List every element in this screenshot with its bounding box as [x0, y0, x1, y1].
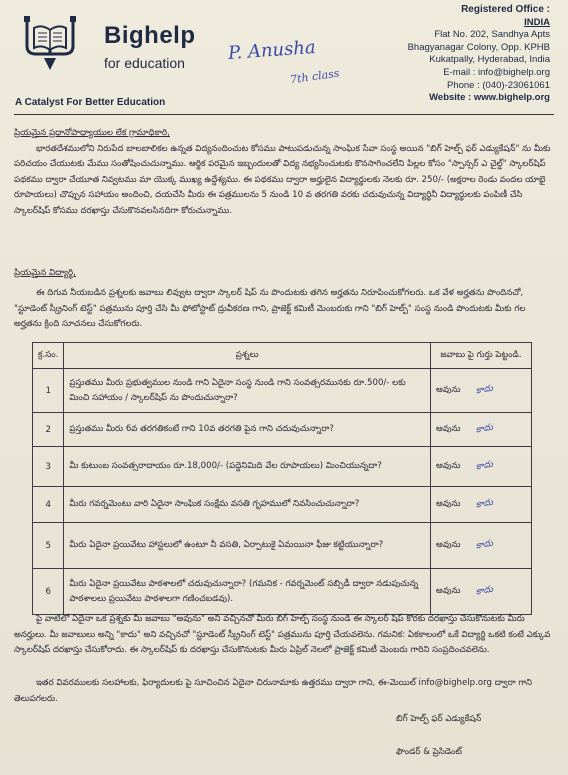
address-block	[330, 4, 550, 105]
handwritten-class: 7th class	[289, 66, 341, 87]
answer-yes[interactable]: అవును	[436, 384, 461, 395]
row-number: 4	[33, 487, 64, 523]
question-text: ప్రస్తుతము మీరు ప్రభుత్వముల నుండి గాని ఏదైనా సంస్థ నుండి గాని సంవత్సరమునకు రూ.500/- లకు మించి సహాయం / స్కాలర్‌షిప్ ను పొందుచున్నారా?	[64, 369, 431, 413]
table-row	[33, 523, 532, 569]
letter-intro	[14, 126, 554, 220]
registered-office-label: Registered Office :	[461, 4, 550, 15]
answer-no-marked[interactable]: కాదు	[475, 497, 495, 510]
answer-yes[interactable]: అవును	[436, 585, 461, 596]
phone: Phone : (040)-23061061	[447, 79, 550, 91]
row-number: 5	[33, 523, 64, 569]
answer-yes[interactable]: అవును	[436, 460, 461, 471]
table-row	[33, 413, 532, 447]
address-line-3: Kukatpally, Hyderabad, India	[429, 54, 550, 66]
signature-org: బిగ్ హెల్ప్ ఫర్ ఎడ్యుకేషన్	[396, 714, 482, 724]
answer-no-marked[interactable]: కాదు	[475, 584, 495, 597]
address-line-1: Flat No. 202, Sandhya Apts	[434, 29, 550, 41]
answer-no-marked[interactable]: కాదు	[475, 459, 495, 472]
row-number: 3	[33, 447, 64, 487]
brand-subtitle: for education	[104, 55, 185, 71]
answer-cell[interactable]	[431, 569, 532, 615]
table-row	[33, 369, 532, 413]
row-number: 2	[33, 413, 64, 447]
question-text: మీరు ఏదైనా ప్రయివేటు పాఠశాలలో చదువుచున్నారా? (గమనిక - గవర్నమెంట్ సబ్సిడీ ద్వారా నడుపుచున్న పాఠశాలలు ప్రయివేటు పాఠశాలగా గణించబడవు).	[64, 569, 431, 615]
handwritten-name: P. Anusha	[227, 36, 317, 65]
header-answer: జవాబు పై గుర్తు పెట్టండి.	[431, 343, 532, 369]
question-text: ప్రస్తుతము మీరు 6వ తరగతికంటే గాని 10వ తరగతి పైన గాని చదువుచున్నారా?	[64, 413, 431, 447]
header-questions: ప్రశ్నలు	[64, 343, 431, 369]
website: Website : www.bighelp.org	[429, 92, 550, 104]
row-number: 1	[33, 369, 64, 413]
email: E-mail : info@bighelp.org	[443, 66, 550, 78]
answer-no-marked[interactable]: కాదు	[475, 422, 495, 435]
answer-yes[interactable]: అవును	[436, 423, 461, 434]
answer-yes[interactable]: అవును	[436, 498, 461, 509]
table-row	[33, 569, 532, 615]
answer-cell[interactable]	[431, 523, 532, 569]
paragraph-instructions: ఈ దిగువ నీయబడిన ప్రశ్నలకు జవాబు లివ్వుట ద్వారా స్కాలర్ షిప్ ను పొందుటకు తగిన అర్హతను నిరూపించుకోగలరు. ఒక వేళ అర్హతను పొందినచో, "స్టూడెంట్ స్క్రీనింగ్ టెస్ట్" పత్రమును పూర్తి చేసి మీ ఫోటోస్టాట్ ద్రువీకరణ గాని, ప్రాజెక్ట్ కమిటీ మెంబరుకు గాని "బిగ్ హెల్ప్" సంస్థ నుండి పొందుటకు మీకు గల అర్హతను క్రింది సూచనలు చేసుకోగలరు.	[14, 288, 526, 330]
tagline: A Catalyst For Better Education	[15, 97, 166, 108]
salutation-principal: ప్రియమైన ప్రధానోపాధ్యాయుల లేక గ్రామాధికారి,	[14, 128, 170, 138]
paragraph-eligibility-note: పై వాటిలో ఏదైనా ఒక ప్రశ్నకు మీ జవాబు "అవును" అని వచ్చినచో మీరు బిగ్ హెల్ప్ సంస్థ నుండి ఈ స్కాలర్ షిప్ కొరకు దరఖాస్తు చేసుకొనుటకు మీరు అనర్హులు. మీ జవాబులు అన్ని "కాదు" అని వచ్చినచో "స్టూడెంట్ స్క్రీనింగ్ టెస్ట్" పత్రమును పూర్తి చేయవలెను. గమనిక: ఏకకాలంలో ఒకే విద్యార్థి ఒకటి కంటే ఎక్కువ స్కాలర్‌షిప్ దరఖాస్తు చేసుకోరాదు. ఈ స్కాలర్‌షిప్ కు దరఖాస్తు చేసుకొనుటకు మీరు ఏప్రిల్ నెలలో ప్రాజెక్ట్ కమిటీ మెంబరు గారిని సంప్రదించవలెను.	[14, 614, 551, 656]
salutation-student: ప్రియమైన విద్యార్థి,	[14, 268, 76, 278]
row-number: 6	[33, 569, 64, 615]
bighelp-logo-icon	[14, 14, 86, 72]
signature-title: ఫౌండర్ & ప్రెసిడెంట్	[396, 747, 462, 757]
brand-name: Bighelp	[104, 22, 196, 49]
answer-cell[interactable]	[431, 487, 532, 523]
answer-cell[interactable]	[431, 413, 532, 447]
answer-yes[interactable]: అవును	[436, 539, 461, 550]
answer-cell[interactable]	[431, 447, 532, 487]
answer-no-marked[interactable]: కాదు	[475, 383, 495, 396]
question-text: మీరు ఏదైనా ప్రయివేటు హాస్టలులో ఉంటూ నీ వసతి, ఏర్పాటుకై ఏమయినా ఫీజు కట్టియున్నారా?	[64, 523, 431, 569]
answer-no-marked[interactable]: కాదు	[475, 538, 495, 551]
paragraph-contact: ఇతర వివరములకు సలహాలకు, ఫిర్యాదులకు పై సూచించిన ఏదైనా చిరునామాకు ఉత్తరము ద్వారా గాని, ఈ-మెయిల్ info@bighelp.org ద్వారా గాని తెలుపగలరు.	[14, 678, 533, 704]
eligibility-table	[32, 342, 532, 615]
question-text: మీరు గవర్నమెంటు వారి ఏదైనా సాంఘిక సంక్షేమ వసతి గృహములో నివసించుచున్నారా?	[64, 487, 431, 523]
table-row	[33, 447, 532, 487]
table-header-row	[33, 343, 532, 369]
table-row	[33, 487, 532, 523]
answer-cell[interactable]	[431, 369, 532, 413]
paragraph-intro: భారతదేశములోని నిరుపేద బాలబాలికల ఉన్నత విద్యనందించుట కోసము పాటుపడుచున్న సాంఘిక సేవా సంస్థ అయిన "బిగ్ హెల్ప్ ఫర్ ఎడ్యుకేషన్" ను మీకు పరిచయం చేయుటకు మేము సంతోషించుచున్నాము. ఆర్థిక పరమైన ఇబ్బందులతో విద్య నభ్యసించుటకు కొనసాగించలేని పిల్లల కోసం "స్పాన్సర్ ఎ చైల్డ్" స్కాలర్‌షిప్ పథకము ద్వారా చేయూత నివ్వటము మా యొక్క ముఖ్య ఉద్దేశ్యము. ఈ పథకము ద్వారా అర్హులైన విద్యార్థులకు నెలకు రూ. 250/- (అక్షరాల రెండు వందల యాభై రూపాయలు) చొప్పున సహాయం అందించి, దయచేసి మీరు ఈ పత్రములను 5 నుండి 10 వ తరగతి వరకు చదువుచున్న విద్యార్థినీ విద్యార్థులకు పంపిణీ చేసి స్కాలర్‌షిప్ కోసము దరఖాస్తు చేసుకొనవలసినదిగా కోరుచున్నాము.	[14, 143, 551, 216]
question-text: మీ కుటుంబ సంవత్సరాదాయం రూ.18,000/- (పద్దెనిమిది వేల రూపాయలు) మించియున్నదా?	[64, 447, 431, 487]
header-divider	[14, 114, 554, 115]
header-serial-no: క్ర.సం.	[33, 343, 64, 369]
country: INDIA	[524, 16, 550, 28]
address-line-2: Bhagyanagar Colony, Opp. KPHB	[407, 41, 550, 53]
